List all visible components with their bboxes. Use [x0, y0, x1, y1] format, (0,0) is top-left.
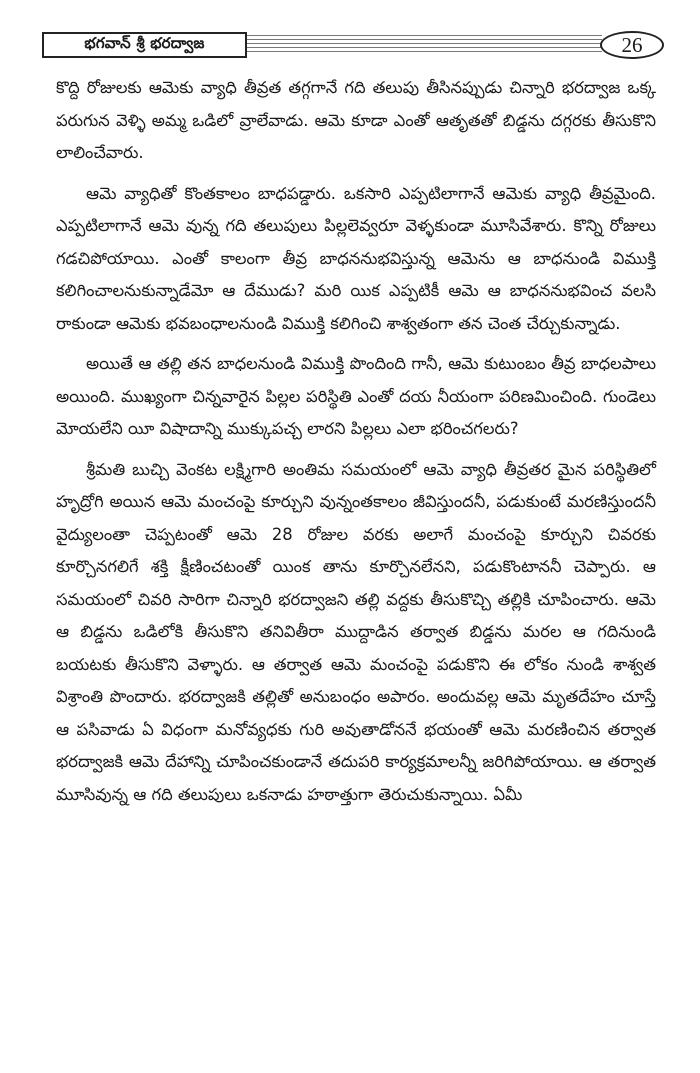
paragraph: అయితే ఆ తల్లి తన బాధలనుండి విముక్తి పొందింది గానీ, ఆమె కుటుంబం తీవ్ర బాధలపాలు అయింది. ముఖ్యంగా చిన్నవారైన పిల్లల పరిస్థితి ఎంతో దయ నీయంగా పరిణమించింది. గుండెలు మోయలేని యీ విషాదాన్ని ముక్కుపచ్చ లారని పిల్లలు ఎలా భరించగలరు?	[56, 354, 656, 438]
page-number: 26	[600, 31, 664, 59]
paragraph: శ్రీమతి బుచ్చి వెంకట లక్ష్మిగారి అంతిమ సమయంలో ఆమె వ్యాధి తీవ్రతర మైన పరిస్థితిలో హృద్రోగి అయిన ఆమె మంచంపై కూర్చుని వున్నంతకాలం జీవిస్తుందనీ, పడుకుంటే మరణిస్తుందనీ వైద్యులంతా చెప్పటంతో ఆమె 28 రోజుల వరకు అలాగే మంచంపై కూర్చుని చివరకు కూర్చొనగలిగే శక్తి క్షీణించటంతో యింక తాను కూర్చొనలేనని, పడుకొంటాననీ చెప్పారు. ఆ సమయంలో చివరి సారిగా చిన్నారి భరద్వాజని తల్లి వద్దకు తీసుకొచ్చి తల్లికి చూపించారు. ఆమె ఆ బిడ్డను ఒడిలోకి తీసుకొని తనివితీరా ముద్దాడిన తర్వాత బిడ్డను మరల ఆ గదినుండి బయటకు తీసుకొని వెళ్ళారు. ఆ తర్వాత ఆమె మంచంపై పడుకొని ఈ లోకం నుండి శాశ్వత విశ్రాంతి పొందారు. భరద్వాజకి తల్లితో అనుబంధం అపారం. అందువల్ల ఆమె మృతదేహం చూస్తే ఆ పసివాడు ఏ విధంగా మనోవ్యధకు గురి అవుతాడోననే భయంతో ఆమె మరణించిన తర్వాత భరద్వాజకి ఆమె దేహాన్ని చూపించకుండానే తదుపరి కార్యక్రమాలన్నీ జరిగిపోయాయి. ఆ తర్వాత మూసివున్న ఆ గది తలుపులు ఒకనాడు హఠాత్తుగా తెరుచుకున్నాయి. ఏమీ	[56, 459, 656, 804]
page-body	[56, 72, 656, 819]
page-header	[42, 32, 664, 62]
paragraph: ఆమె వ్యాధితో కొంతకాలం బాధపడ్డారు. ఒకసారి ఎప్పటిలాగానే ఆమెకు వ్యాధి తీవ్రమైంది. ఎప్పటిలాగానే ఆమె వున్న గది తలుపులు పిల్లలెవ్వరూ వెళ్ళకుండా మూసివేశారు. కొన్ని రోజులు గడచిపోయాయి. ఎంతో కాలంగా తీవ్ర బాధననుభవిస్తున్న ఆమెను ఆ బాధనుండి విముక్తి కలిగించాలనుకున్నాడేమో ఆ దేముడు? మరి యిక ఎప్పటికీ ఆమె ఆ బాధననుభవించ వలసి రాకుండా ఆమెకు భవబంధాలనుండి విముక్తి కలిగించి శాశ్వతంగా తన చెంత చేర్చుకున్నాడు.	[56, 183, 656, 333]
running-title: భగవాన్ శ్రీ భరద్వాజ	[42, 32, 247, 58]
paragraph: కొద్ది రోజులకు ఆమెకు వ్యాధి తీవ్రత తగ్గగానే గది తలుపు తీసినప్పుడు చిన్నారి భరద్వాజ ఒక్క పరుగున వెళ్ళి అమ్మ ఒడిలో వ్రాలేవాడు. ఆమె కూడా ఎంతో ఆతృతతో బిడ్డను దగ్గరకు తీసుకొని లాలించేవారు.	[56, 78, 656, 162]
header-rule-lines	[247, 35, 602, 55]
